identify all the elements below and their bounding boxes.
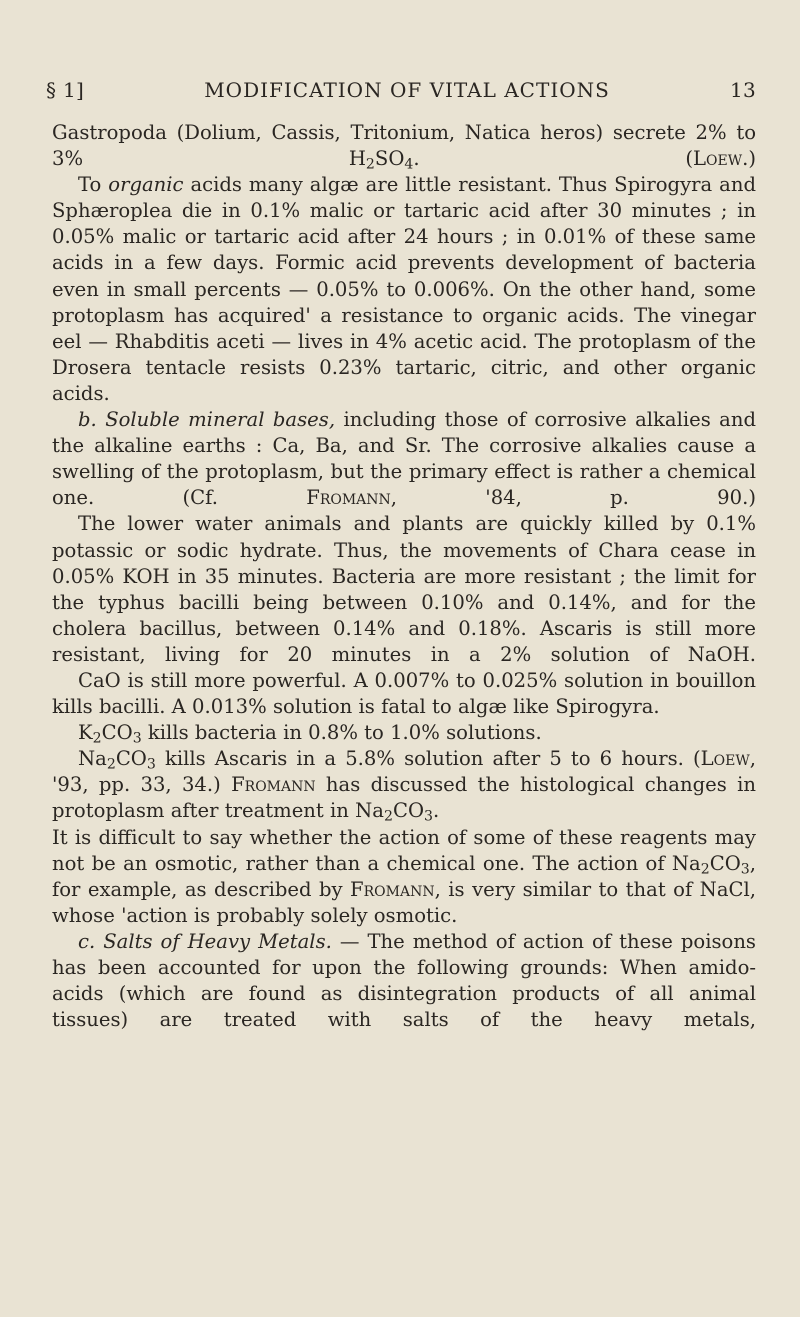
author-name: Fromann: [231, 773, 316, 797]
paragraph-k2co3: [52, 720, 756, 746]
text-run: Na: [78, 747, 107, 771]
text-run: kills Ascaris in a 5.8% solution after 5 to 6 hours. (: [155, 747, 701, 771]
paragraph-mineral-bases: [52, 407, 756, 511]
text-run: CaO is still more powerful. A 0.007% to 0.025% solution in bouillon kills bacilli. A 0.013% solution is fatal to algæ like Spirogyra.: [52, 668, 756, 719]
text-run: To: [78, 173, 109, 197]
text-run: — The method of action of these poisons has been accounted for upon the following grounds: When amido-acids (which are found as disintegration products of all animal tissues) are treated with salts of the heavy metals,: [52, 929, 756, 1032]
text-run: , is very similar to that of NaCl, whose 'action is probably solely osmotic.: [52, 877, 756, 927]
text-run: including those of corrosive alkalies and the alkaline earths : Ca, Ba, and Sr. The corrosive alkalies cause a swelling of the protoplasm, but the primary effect is rather a chemical one. (Cf.: [52, 408, 756, 510]
author-name: Fromann: [350, 877, 435, 901]
text-run: SO: [374, 147, 405, 171]
text-run: . (: [413, 147, 694, 171]
subscript: 3: [424, 808, 433, 825]
text-run: CO: [115, 747, 147, 771]
section-heading: Soluble mineral bases,: [105, 408, 336, 432]
text-run: , '93, pp. 33, 34.): [52, 747, 756, 797]
section-letter: c.: [78, 929, 104, 953]
text-run: CO: [709, 851, 741, 875]
text-run: .): [742, 147, 756, 171]
subscript: 2: [383, 808, 393, 825]
paragraph-organic-acids: [52, 172, 756, 407]
text-run: CO: [392, 799, 425, 823]
subscript: 3: [146, 756, 156, 773]
subscript: 4: [404, 156, 414, 173]
running-title: MODIFICATION OF VITAL ACTIONS: [204, 78, 610, 102]
text-run: Gastropoda (Dolium, Cassis, Tritonium, Natica heros) secrete 2% to 3% H: [52, 121, 756, 171]
text-run: kills bacteria in 0.8% to 1.0% solutions.: [141, 721, 542, 745]
author-name: Loew: [700, 747, 750, 771]
paragraph-osmotic: [52, 825, 756, 929]
paragraph-potassic-hydrate: [52, 511, 756, 668]
text-run: has discussed the histological changes in protoplasm after treatment in Na: [52, 773, 756, 823]
subscript: 2: [106, 756, 116, 773]
body-text: [52, 120, 756, 1033]
text-run: acids many algæ are little resistant. Thus Spirogyra and Sphæroplea die in 0.1% malic or tartaric acid after 30 minutes ; in 0.05% malic or tartaric acid after 24 hours ; in 0.01% of these same acids in a few days. Formic acid prevents development of bacteria even in small percents — 0.05% to 0.006%. On the other hand, some protoplasm has acquired' a resistance to organic acids. The vinegar eel — Rhabditis aceti — lives in 4% acetic acid. The protoplasm of the Drosera tentacle resists 0.23% tartaric, citric, and other organic acids.: [52, 173, 756, 405]
text-run: It is difficult to say whether the action of some of these reagents may not be an osmotic, rather than a chemical one. The action of Na: [52, 825, 756, 875]
paragraph-gastropoda: [52, 120, 756, 172]
text-run: .: [433, 799, 440, 823]
section-heading: Salts of Heavy Metals.: [103, 929, 332, 953]
text-run: K: [78, 721, 93, 745]
page-number: 13: [729, 78, 756, 102]
running-header: [46, 78, 756, 102]
author-name: Fromann: [306, 486, 391, 510]
subscript: 2: [700, 861, 710, 878]
text-run: , for example, as described by: [52, 851, 756, 901]
subscript: 3: [132, 730, 142, 747]
paragraph-cao: [52, 668, 756, 720]
subscript: 2: [92, 730, 102, 747]
paragraph-na2co3: [52, 746, 756, 824]
subscript: 3: [740, 861, 750, 878]
section-letter: b.: [78, 408, 106, 432]
section-marker: § 1]: [46, 78, 85, 102]
text-run: The lower water animals and plants are quickly killed by 0.1% potassic or sodic hydrate. Thus, the movements of Chara cease in 0.05% KOH in 35 minutes. Bacteria are more resistant ; the limit for the typhus bacilli being between 0.10% and 0.14%, and for the cholera bacillus, between 0.14% and 0.18%. Ascaris is still more resistant, living for 20 minutes in a 2% solution of NaOH.: [52, 512, 756, 666]
subscript: 2: [365, 156, 375, 173]
text-run: CO: [101, 721, 133, 745]
paragraph-heavy-metals: [52, 929, 756, 1033]
emphasis: organic: [108, 173, 184, 197]
author-name: Loew: [693, 147, 743, 171]
text-run: , '84, p. 90.): [390, 486, 756, 510]
